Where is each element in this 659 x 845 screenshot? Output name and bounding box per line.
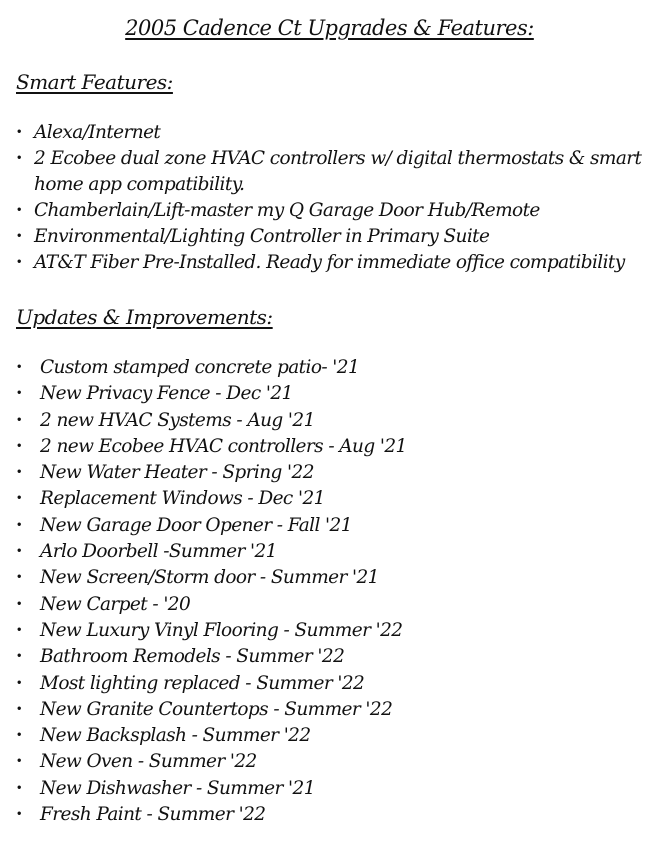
list-item: · New Garage Door Opener - Fall '21: [16, 513, 636, 539]
list-item: · New Oven - Summer '22: [16, 749, 636, 775]
list-item: · New Carpet - '20: [16, 592, 636, 618]
list-item: · New Dishwasher - Summer '21: [16, 776, 636, 802]
list-item: · Environmental/Lighting Controller in Primary Suite: [16, 224, 648, 250]
list-item: · 2 new HVAC Systems - Aug '21: [16, 408, 636, 434]
list-item: · Alexa/Internet: [16, 120, 648, 146]
updates-list: [16, 355, 636, 828]
list-item: · New Luxury Vinyl Flooring - Summer '22: [16, 618, 636, 644]
list-item: · New Privacy Fence - Dec '21: [16, 381, 636, 407]
list-item: · New Backsplash - Summer '22: [16, 723, 636, 749]
list-item: · Custom stamped concrete patio- '21: [16, 355, 636, 381]
list-item: · Fresh Paint - Summer '22: [16, 802, 636, 828]
list-item: · AT&T Fiber Pre-Installed. Ready for immediate office compatibility: [16, 250, 648, 276]
updates-heading: Updates & Improvements:: [16, 305, 273, 329]
list-item: · New Water Heater - Spring '22: [16, 460, 636, 486]
smart-features-heading: Smart Features:: [16, 70, 173, 94]
list-item: · Arlo Doorbell -Summer '21: [16, 539, 636, 565]
list-item: · Replacement Windows - Dec '21: [16, 486, 636, 512]
list-item: · Chamberlain/Lift-master my Q Garage Door Hub/Remote: [16, 198, 648, 224]
list-item: · 2 new Ecobee HVAC controllers - Aug '21: [16, 434, 636, 460]
list-item: · New Screen/Storm door - Summer '21: [16, 565, 636, 591]
smart-features-list: [16, 120, 648, 276]
list-item: · 2 Ecobee dual zone HVAC controllers w/ digital thermostats & smart home app compatibility.: [16, 146, 648, 198]
list-item: · New Granite Countertops - Summer '22: [16, 697, 636, 723]
list-item: · Bathroom Remodels - Summer '22: [16, 644, 636, 670]
page-title: 2005 Cadence Ct Upgrades & Features:: [125, 16, 534, 40]
list-item: · Most lighting replaced - Summer '22: [16, 671, 636, 697]
